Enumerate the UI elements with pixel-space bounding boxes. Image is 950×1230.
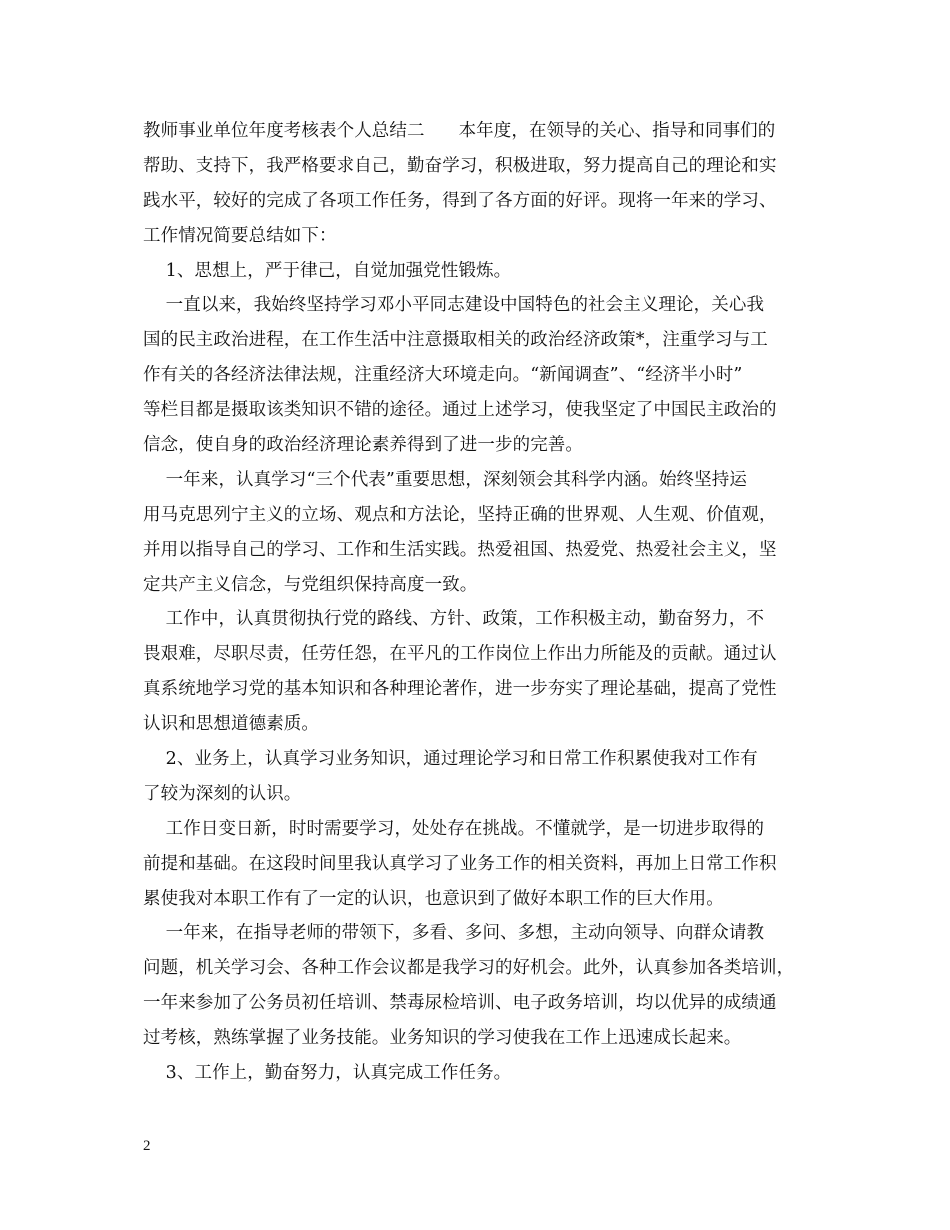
text-line: 一年来，认真学习“三个代表”重要思想，深刻领会其科学内涵。始终坚持运	[143, 469, 747, 490]
text-line: 认识和思想道德素质。	[143, 714, 319, 735]
text-line: 真系统地学习党的基本知识和各种理论著作，进一步夯实了理论基础，提高了党性	[143, 679, 777, 700]
text-line: 工作中，认真贯彻执行党的路线、方针、政策，工作积极主动，勤奋努力，不	[143, 609, 765, 630]
text-line: 工作情况简要总结如下：	[143, 225, 337, 246]
text-line: 2、业务上，认真学习业务知识，通过理论学习和日常工作积累使我对工作有	[143, 749, 758, 770]
page-number: 2	[143, 1138, 151, 1154]
text-line: 教师事业单位年度考核表个人总结二 本年度，在领导的关心、指导和同事们的	[143, 121, 776, 141]
text-line: 前提和基础。在这段时间里我认真学习了业务工作的相关资料，再加上日常工作积	[143, 853, 777, 874]
text-line: 3、工作上，勤奋努力，认真完成工作任务。	[143, 1063, 512, 1084]
text-line: 了较为深刻的认识。	[143, 783, 302, 804]
text-line: 1、思想上，严于律己，自觉加强党性锻炼。	[143, 260, 512, 281]
text-line: 践水平，较好的完成了各项工作任务，得到了各方面的好评。现将一年来的学习、	[143, 190, 777, 211]
text-line: 一年来参加了公务员初任培训、禁毒尿检培训、电子政务培训，均以优异的成绩通	[143, 993, 777, 1014]
text-line: 一直以来，我始终坚持学习邓小平同志建设中国特色的社会主义理论，关心我	[143, 295, 765, 316]
text-line: 一年来，在指导老师的带领下，多看、多问、多想，主动向领导、向群众请教	[143, 923, 765, 944]
document-body	[143, 114, 833, 1091]
text-line: 过考核，熟练掌握了业务技能。业务知识的学习使我在工作上迅速成长起来。	[143, 1028, 742, 1049]
text-line: 并用以指导自己的学习、工作和生活实践。热爱祖国、热爱党、热爱社会主义，坚	[143, 539, 777, 560]
text-line: 问题，机关学习会、各种工作会议都是我学习的好机会。此外，认真参加各类培训，	[143, 958, 795, 979]
text-line: 累使我对本职工作有了一定的认识，也意识到了做好本职工作的巨大作用。	[143, 888, 724, 909]
text-line: 作有关的各经济法律法规，注重经济大环境走向。“新闻调查”、“经济半小时”	[143, 365, 743, 386]
text-line: 等栏目都是摄取该类知识不错的途径。通过上述学习，使我坚定了中国民主政治的	[143, 400, 777, 421]
text-line: 用马克思列宁主义的立场、观点和方法论，坚持正确的世界观、人生观、价值观，	[143, 504, 777, 525]
text-line: 畏艰难，尽职尽责，任劳任怨，在平凡的工作岗位上作出力所能及的贡献。通过认	[143, 644, 777, 665]
text-line: 国的民主政治进程，在工作生活中注意摄取相关的政治经济政策*，注重学习与工	[143, 330, 768, 351]
text-line: 信念，使自身的政治经济理论素养得到了进一步的完善。	[143, 435, 583, 456]
text-line: 定共产主义信念，与党组织保持高度一致。	[143, 574, 478, 595]
text-line: 工作日变日新，时时需要学习，处处存在挑战。不懂就学，是一切进步取得的	[143, 818, 765, 839]
text-line: 帮助、支持下，我严格要求自己，勤奋学习，积极进取，努力提高自己的理论和实	[143, 155, 777, 176]
